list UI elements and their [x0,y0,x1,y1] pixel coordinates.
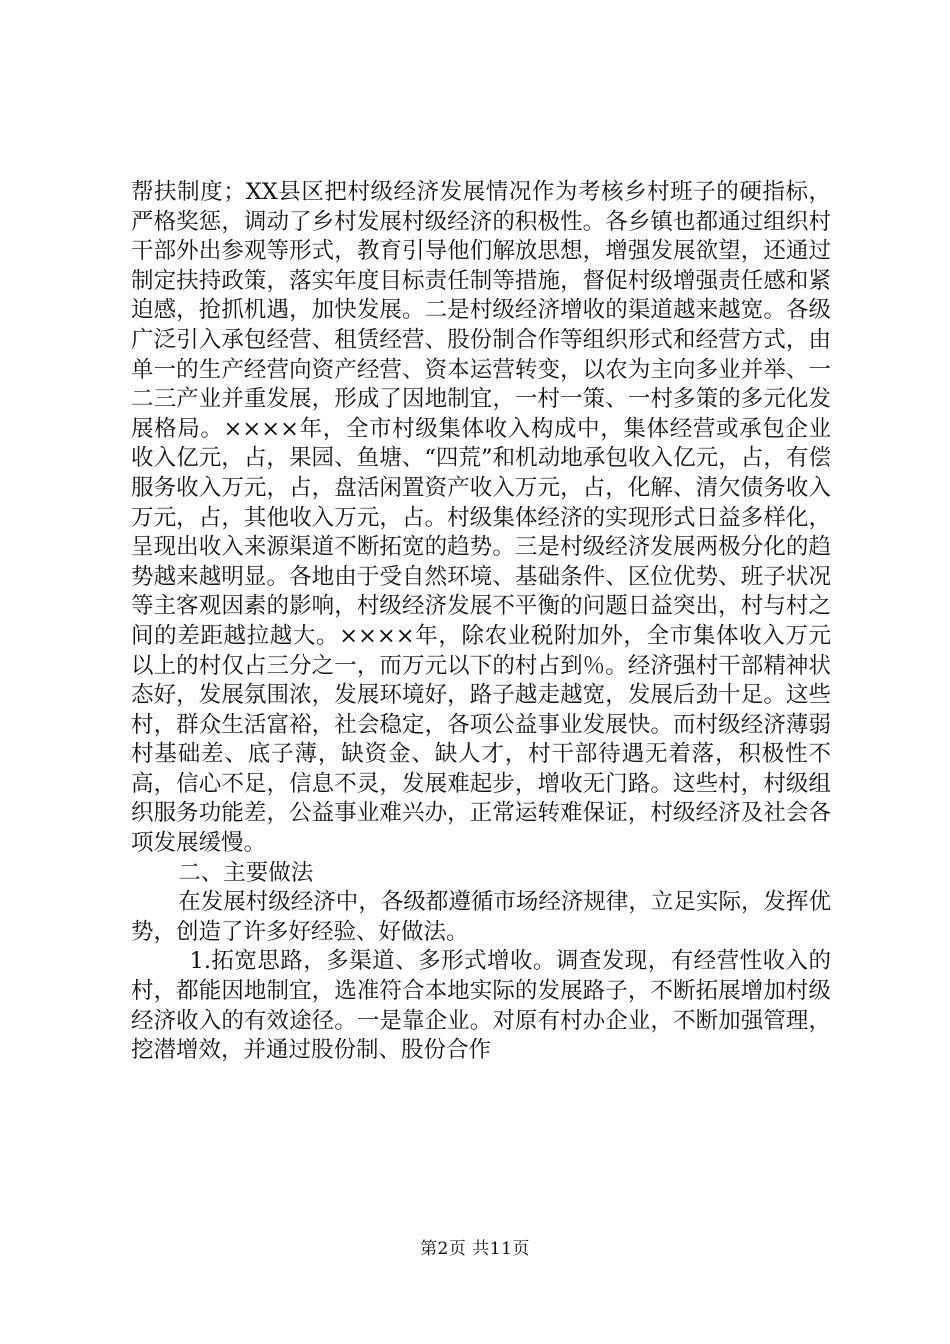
document-body [131,178,831,1066]
body-paragraph: 帮扶制度；XX县区把村级经济发展情况作为考核乡村班子的硬指标，严格奖惩，调动了乡村发展村级经济的积极性。各乡镇也都通过组织村干部外出参观等形式，教育引导他们解放思想，增强发展欲望，还通过制定扶持政策，落实年度目标责任制等措施，督促村级增强责任感和紧迫感，抢抓机遇，加快发展。二是村级经济增收的渠道越来越宽。各级广泛引入承包经营、租赁经营、股份制合作等组织形式和经营方式，由单一的生产经营向资产经营、资本运营转变，以农为主向多业并举、一二三产业并重发展，形成了因地制宜，一村一策、一村多策的多元化发展格局。××××年，全市村级集体收入构成中，集体经营或承包企业收入亿元，占，果园、鱼塘、“四荒”和机动地承包收入亿元，占，有偿服务收入万元，占，盘活闲置资产收入万元，占，化解、清欠债务收入万元，占，其他收入万元，占。村级集体经济的实现形式日益多样化，呈现出收入来源渠道不断拓宽的趋势。三是村级经济发展两极分化的趋势越来越明显。各地由于受自然环境、基础条件、区位优势、班子状况等主客观因素的影响，村级经济发展不平衡的问题日益突出，村与村之间的差距越拉越大。××××年，除农业税附加外，全市集体收入万元以上的村仅占三分之一，而万元以下的村占到％。经济强村干部精神状态好，发展氛围浓，发展环境好，路子越走越宽，发展后劲十足。这些村，群众生活富裕，社会稳定，各项公益事业发展快。而村级经济薄弱村基础差、底子薄，缺资金、缺人才，村干部待遇无着落，积极性不高，信心不足，信息不灵，发展难起步，增收无门路。这些村，村级组织服务功能差，公益事业难兴办，正常运转难保证，村级经济及社会各项发展缓慢。 [131,179,831,857]
body-paragraph: 在发展村级经济中，各级都遵循市场经济规律，立足实际，发挥优势，创造了许多好经验、好做法。 [131,889,831,945]
section-heading: 二、主要做法 [178,859,314,886]
body-paragraph: 1.拓宽思路，多渠道、多形式增收。调查发现，有经营性收入的村，都能因地制宜，选准符合本地实际的发展路子，不断拓展增加村级经济收入的有效途径。一是靠企业。对原有村办企业，不断加强管理，挖潜增效，并通过股份制、股份合作 [131,948,831,1064]
page-number-footer: 第2页 共11页 [420,1239,530,1259]
